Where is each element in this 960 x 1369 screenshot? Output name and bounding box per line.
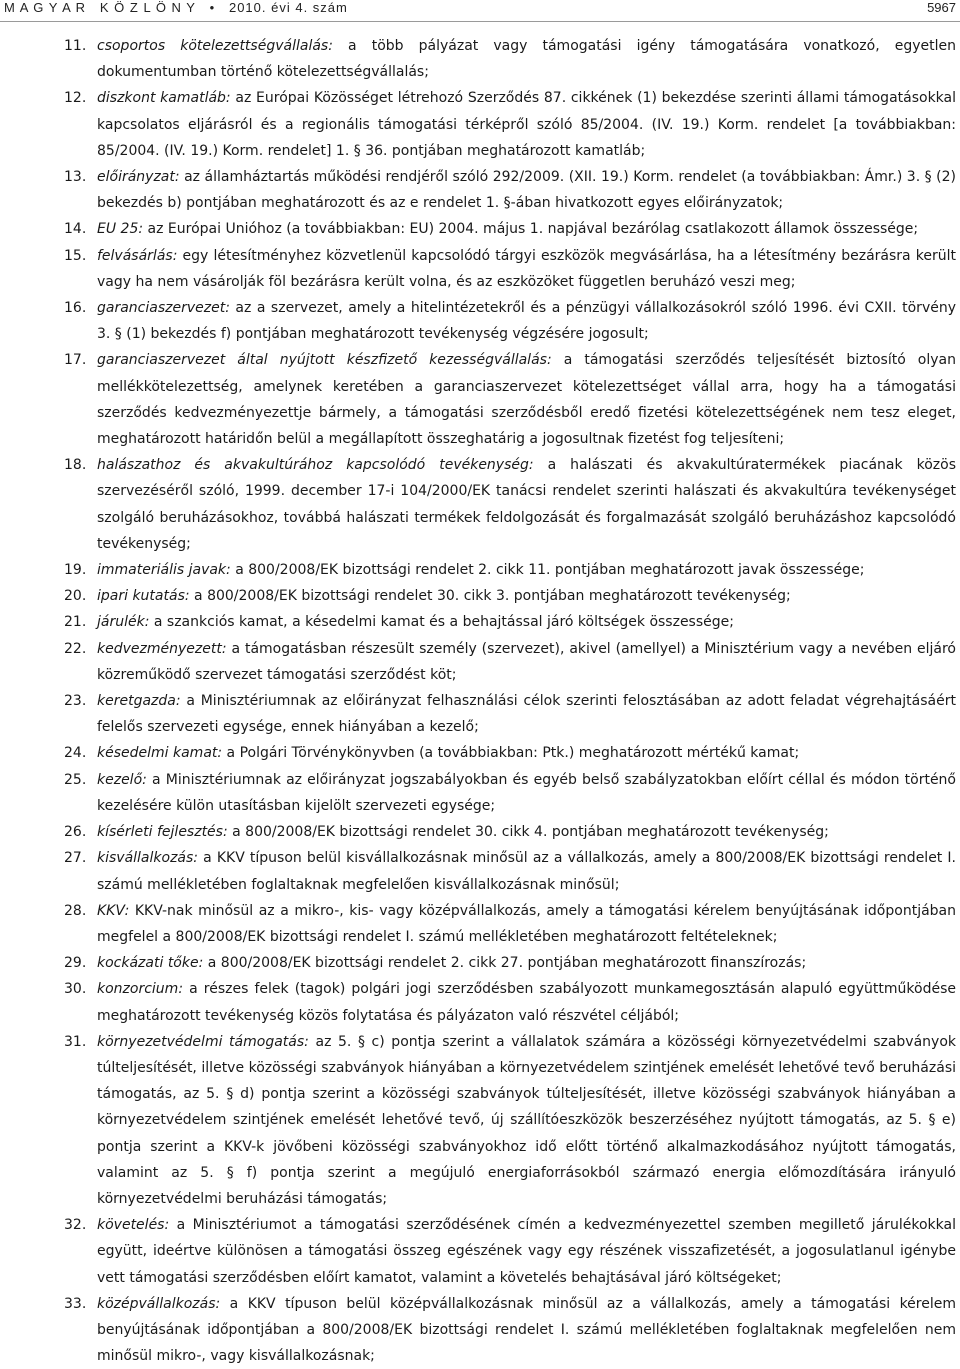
definition-term: késedelmi kamat: [97,745,223,762]
definition-number: 27. [64,850,87,867]
definition-term: diszkont kamatláb: [97,90,231,107]
definition-item [0,976,960,1028]
definition-number: 12. [64,90,87,107]
definition-text: a részes felek (tagok) polgári jogi szerződésben szabályozott munkamegosztásán alapuló együttműködése meghatározott tevékenység közös folytatása és pályázaton való részvétel céljából; [97,981,956,1024]
definition-term: immateriális javak: [97,562,231,579]
definition-term: járulék: [97,614,150,631]
definition-number: 19. [64,562,87,579]
definition-text: a Minisztériumnak az előirányzat felhasználási célok szerinti felosztásában az adott feladat végrehajtásáért felelős szervezeti egysége, ennek hiányában a kezelő; [97,693,956,736]
definition-term: garanciaszervezet: [97,300,230,317]
definition-text: az 5. § c) pontja szerint a vállalatok számára a közösségi környezetvédelmi szabványok túlteljesítését, illetve közösségi szabványok hiányában a környezetvédelem szintjének emelését lehetővé tevő beruházási támogatás, az 5. § d) pontja szerint a közösségi szabványok túlteljesítését, illetve közösségi szabványok hiányában a környezetvédelem szintjének emelését lehetővé tevő, új szállítóeszközök beszerzéséhez nyújtott támogatás, az 5. § e) pontja szerint a KKV-k jövőbeni közösségi szabványokhoz idő előtt történő alkalmazkodásához nyújtott támogatás, valamint az 5. § f) pontja szerint a megújuló energiaforrásokból származó energia előmozdítására irányuló környezetvédelmi beruházási támogatás; [97,1033,956,1207]
definition-term: kisvállalkozás: [97,850,199,867]
definition-text: a Minisztériumot a támogatási szerződésének címén a kedvezményezettel szemben megillető járulékokkal együtt, ideértve különösen a támogatási összeg egészének vagy egy részének visszafizetését, a jogosulatlanul igénybe vett támogatási szerződésben előírt kamatot, valamint a követelés behajtásával járó költségeket; [97,1217,956,1286]
definition-text: a 800/2008/EK bizottsági rendelet 30. cikk 4. pontjában meghatározott tevékenység; [227,824,829,841]
definition-term: keretgazda: [97,693,181,710]
definition-item [0,1212,960,1291]
definition-item [0,347,960,452]
definition-number: 14. [64,221,87,238]
definition-number: 23. [64,693,87,710]
definition-text: a Minisztériumnak az előirányzat jogszabályokban és egyéb belső szabályzatokban előírt céllal és módon történő kezelésére külön utasításban kijelölt szervezeti egysége; [97,771,956,814]
definition-text: a 800/2008/EK bizottsági rendelet 2. cikk 27. pontjában meghatározott finanszírozás; [203,955,807,972]
definition-item [0,767,960,819]
definition-item [0,636,960,688]
definition-text: a halászati és akvakultúratermékek piacának közös szervezéséről szóló, 1999. december 17-i 104/2000/EK tanácsi rendelet szerinti halászati és akvakultúra tevékenységet szolgáló beruházásokhoz, továbbá halászati termékek feldolgozását és forgalmazását szolgáló beruházáshoz kapcsolódó tevékenység; [97,457,956,552]
definition-number: 31. [64,1033,87,1050]
definition-item [0,295,960,347]
definition-number: 20. [64,588,87,605]
definition-item [0,819,960,845]
page-header [0,0,960,24]
definition-term: halászathoz és akvakultúrához kapcsolódó tevékenység: [97,457,534,474]
definition-item [0,845,960,897]
definition-number: 33. [64,1295,87,1312]
definition-text: az Európai Unióhoz (a továbbiakban: EU) 2004. május 1. napjával bezárólag csatlakozott államok összessége; [143,221,919,238]
definition-item [0,1029,960,1212]
definition-text: a szankciós kamat, a késedelmi kamat és a behajtással járó költségek összessége; [149,614,734,631]
definition-number: 29. [64,955,87,972]
journal-title: M A G Y A R K Ö Z L Ö N Y • 2010. évi 4. szám [4,0,348,15]
definition-number: 32. [64,1217,87,1234]
definition-term: középvállalkozás: [97,1295,221,1312]
definition-term: csoportos kötelezettségvállalás: [97,38,333,54]
definition-term: környezetvédelmi támogatás: [97,1033,309,1050]
definition-item [0,557,960,583]
definition-term: kísérleti fejlesztés: [97,824,228,841]
definition-text: a KKV típuson belül kisvállalkozásnak minősül az a vállalkozás, amely a 800/2008/EK bizottsági rendelet I. számú mellékletében foglaltaknak megfelelően kisvállalkozásnak minősül; [97,850,956,893]
definition-number: 18. [64,457,87,474]
definition-item [0,950,960,976]
definition-text: az a szervezet, amely a hitelintézetekről és a pénzügyi vállalkozásokról szóló 1996. évi CXII. törvény 3. § (1) bekezdés f) pontjában meghatározott tevékenység végzésére jogosult; [97,300,956,343]
definition-item [0,243,960,295]
definition-number: 25. [64,771,87,788]
definition-item [0,609,960,635]
definition-number: 15. [64,247,87,264]
definition-text: az államháztartás működési rendjéről szóló 292/2009. (XII. 19.) Korm. rendelet (a továbbiakban: Ámr.) 3. § (2) bekezdés b) pontjában meghatározott és az e rendelet 1. §-ában hivatkozott egyes előirányzatok; [97,169,956,212]
definition-number: 26. [64,824,87,841]
definition-number: 21. [64,614,87,631]
definition-text: a 800/2008/EK bizottsági rendelet 30. cikk 3. pontjában meghatározott tevékenység; [189,588,791,605]
definition-term: garanciaszervezet által nyújtott készfizető kezességvállalás: [97,352,552,369]
definition-text: az Európai Közösséget létrehozó Szerződés 87. cikkének (1) bekezdése szerinti állami támogatásokkal kapcsolatos eljárásról és a regionális támogatási térképről szóló 85/2004. (IV. 19.) Korm. rendelet [a továbbiakban: 85/2004. (IV. 19.) Korm. rendelet] 1. § 36. pontjában meghatározott kamatláb; [97,90,957,159]
definition-term: konzorcium: [97,981,184,998]
definition-item [0,688,960,740]
definition-item [0,1291,960,1369]
definition-item [0,164,960,216]
definition-text: a támogatási szerződés teljesítését biztosító olyan mellékkötelezettség, amelynek keretében a garanciaszervezet kötelezettséget vállal arra, hogy ha a támogatási szerződés kedvezményezettje bármely, a támogatási szerződésből eredő fizetési kötelezettségének nem tesz eleget, meghatározott határidőn belül a megállapított összeghatárig a jogosultnak fizetést fog teljesíteni; [97,352,956,448]
definition-term: felvásárlás: [97,247,178,264]
definition-term: ipari kutatás: [97,588,190,605]
definition-item [0,583,960,609]
definition-number: 11. [64,38,87,54]
header-divider [0,21,960,22]
definition-text: a 800/2008/EK bizottsági rendelet 2. cikk 11. pontjában meghatározott javak összessége; [230,562,865,579]
definitions-list [0,33,960,1369]
definition-term: KKV: [97,902,130,919]
definition-text: egy létesítményhez közvetlenül kapcsolódó tárgyi eszközök megvásárlása, ha a létesítmény bezárásra került vagy ha nem vásárolják föl bezárásra került volna, és az eszközöket független beruházó veszi meg; [97,247,956,290]
definition-item [0,740,960,766]
definition-item [0,898,960,950]
definition-text: a Polgári Törvénykönyvben (a továbbiakban: Ptk.) meghatározott mértékű kamat; [222,745,800,762]
definition-number: 24. [64,745,87,762]
definition-item [0,216,960,242]
definition-text: a KKV típuson belül középvállalkozásnak minősül az a vállalkozás, amely a támogatási kérelem benyújtásának időpontjában a 800/2008/EK bizottsági rendelet I. számú mellékletében foglaltaknak megfelelően nem minősül mikro-, vagy kisvállalkozásnak; [97,1295,956,1365]
definition-term: kezelő: [97,771,147,788]
definition-term: kedvezményezett: [97,640,227,657]
definition-term: EU 25: [97,221,144,238]
definition-text: KKV-nak minősül az a mikro-, kis- vagy középvállalkozás, amely a támogatási kérelem benyújtásának időpontjában megfelel a 800/2008/EK bizottsági rendelet I. számú mellékletében meghatározott feltételeknek; [97,902,956,945]
definition-term: kockázati tőke: [97,955,204,972]
definition-number: 22. [64,640,87,657]
page-number: 5967 [927,0,956,15]
definition-item [0,33,960,85]
definition-number: 30. [64,981,87,998]
definition-term: előirányzat: [97,169,180,186]
definition-text: a több pályázat vagy támogatási igény támogatására vonatkozó, egyetlen dokumentumban történő kötelezettségvállalás; [97,38,957,81]
definition-term: követelés: [97,1217,170,1234]
definition-number: 13. [64,169,87,186]
definition-item [0,452,960,557]
definition-number: 16. [64,300,87,317]
definition-number: 17. [64,352,87,369]
definition-text: a támogatásban részesült személy (szervezet), akivel (amellyel) a Minisztérium vagy a nevében eljáró közreműködő szervezet támogatási szerződést köt; [97,640,956,683]
definition-number: 28. [64,902,87,919]
definition-item [0,85,960,164]
